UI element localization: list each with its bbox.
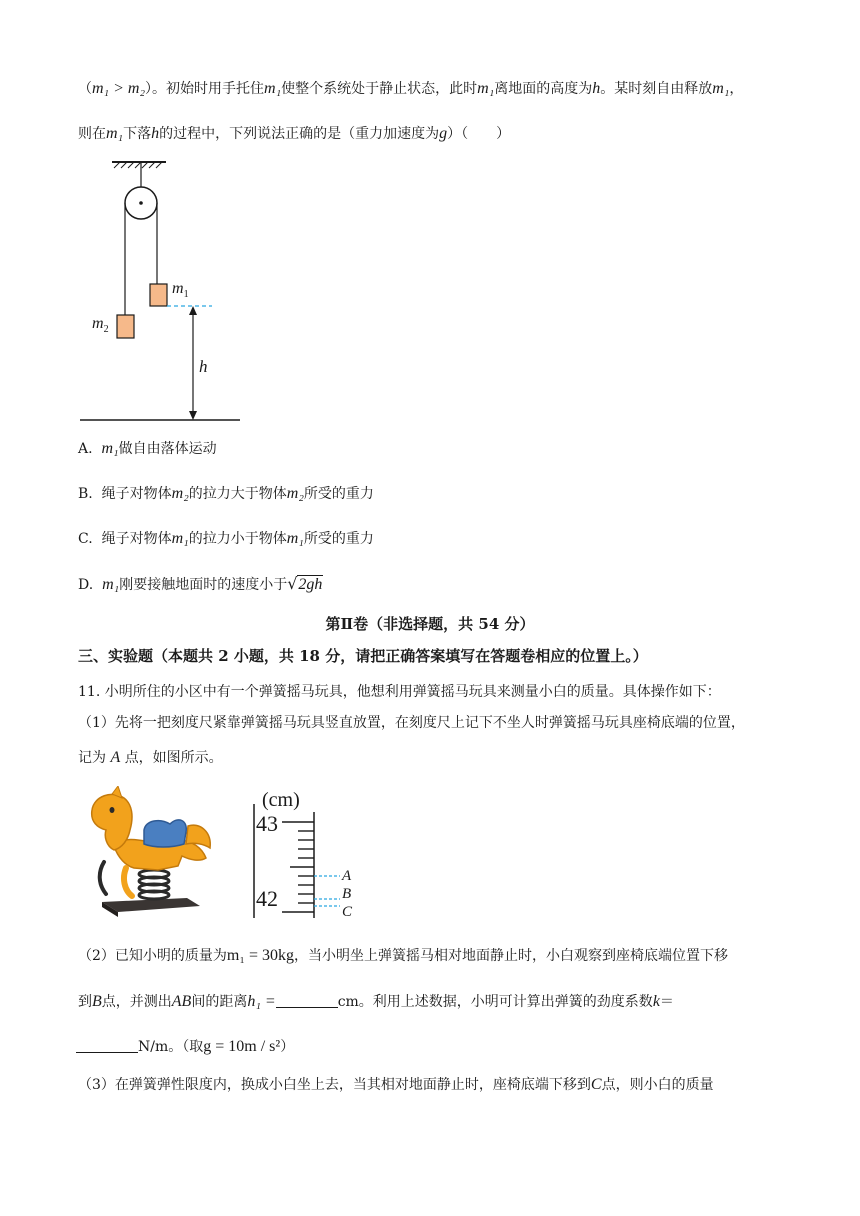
- tick-label-43: 43: [256, 811, 278, 836]
- pulley-center: [139, 201, 143, 205]
- q11-step1-line2: [78, 748, 223, 768]
- marker-a: A: [342, 868, 352, 884]
- step-text: ＝: [659, 994, 674, 1010]
- step-text: 到: [78, 994, 92, 1010]
- var-m1: m₁: [264, 80, 282, 97]
- var-k: k: [652, 993, 660, 1010]
- stem-text: 使整个系统处于静止状态，此时: [281, 81, 478, 97]
- var-m1: m₁: [101, 440, 119, 457]
- point-b: B: [92, 993, 102, 1010]
- section-title: 第Ⅱ卷（非选择题，共 54 分）: [325, 615, 535, 633]
- mass-value: m₁ = 30kg: [226, 947, 294, 964]
- step-text: N/m。（取: [138, 1039, 204, 1055]
- horse-footrest: [124, 868, 132, 896]
- q11-step2-line3: [78, 1037, 294, 1057]
- rocking-horse-image: [82, 786, 222, 920]
- stem-text: 下落: [123, 126, 152, 142]
- step-text: cm。利用上述数据，小明可计算出弹簧的劲度系数: [337, 994, 653, 1010]
- step-text: （2）已知小明的质量为: [78, 948, 227, 964]
- horse-head: [92, 794, 132, 850]
- step-text: （3）在弹簧弹性限度内，换成小白坐上去，当其相对地面静止时，座椅底端下移到: [78, 1077, 591, 1093]
- option-text: 绳子对物体: [101, 531, 172, 547]
- var-h: h: [151, 125, 160, 142]
- q10-stem-line2: [78, 124, 510, 144]
- answer-blank-h1[interactable]: [276, 993, 338, 1008]
- option-text: 所受的重力: [303, 531, 374, 547]
- q11-step3: [78, 1075, 714, 1095]
- answer-blank-k[interactable]: [76, 1038, 138, 1053]
- var-g: g: [439, 125, 448, 142]
- stem-text: 的过程中，下列说法正确的是（重力加速度为: [159, 126, 440, 142]
- horse-eye: [110, 807, 115, 813]
- q11-step2-line2: [78, 992, 674, 1012]
- step-text: 点，则小白的质量: [601, 1077, 714, 1093]
- step-text: 点，如图所示。: [124, 750, 223, 766]
- stem-text: ）。初始时用手托住: [145, 81, 265, 97]
- ruler-unit: (cm): [262, 789, 300, 811]
- label-m2: $m_2$: [92, 315, 109, 335]
- stem-text: ，: [729, 81, 744, 97]
- sqrt-radicand: 2gh: [298, 576, 323, 593]
- arrow-head-up: [189, 306, 197, 315]
- option-b: [78, 484, 374, 504]
- var-m2: m₂: [286, 485, 304, 502]
- option-d: [78, 574, 323, 595]
- block-m1: [150, 284, 167, 306]
- marker-c: C: [342, 904, 353, 920]
- var-m2: m₂: [171, 485, 189, 502]
- block-m2: [117, 315, 134, 338]
- var-m1: m₁: [106, 125, 124, 142]
- segment-ab: AB: [171, 993, 192, 1010]
- var-h: h: [592, 80, 601, 97]
- paren-open: （: [78, 81, 92, 97]
- answer-parentheses: ）（ ）: [447, 126, 511, 142]
- var-m1: m₁: [102, 576, 120, 593]
- arrow-head-down: [189, 411, 197, 420]
- pulley-figure: [70, 150, 260, 430]
- option-text: 刚要接触地面时的速度小于: [119, 577, 288, 593]
- ceiling: [112, 162, 166, 168]
- var-h1: h₁ =: [247, 993, 276, 1010]
- q11-step2-line1: [78, 946, 728, 966]
- part3-title: 三、实验题（本题共 2 小题，共 18 分，请把正确答案填写在答题卷相应的位置上。）: [78, 647, 648, 665]
- step-text: ，当小明坐上弹簧摇马相对地面静止时，小白观察到座椅底端位置下移: [293, 948, 728, 964]
- stem-text: 。某时刻自由释放: [600, 81, 713, 97]
- spring-icon: [139, 870, 169, 899]
- option-letter: B.: [78, 486, 93, 502]
- sqrt-expression: [287, 574, 323, 595]
- label-h: h: [199, 357, 208, 376]
- var-m1: m₁: [286, 530, 304, 547]
- option-letter: A.: [78, 441, 93, 457]
- option-text: 做自由落体运动: [118, 441, 217, 457]
- step-text: 间的距离: [191, 994, 248, 1010]
- marker-b: B: [342, 886, 352, 902]
- label-m1: $m_1$: [172, 280, 189, 300]
- ruler-ticks: [282, 822, 314, 912]
- q11-stem: 11. 小明所住的小区中有一个弹簧摇马玩具，他想利用弹簧摇马玩具来测量小白的质量。具体操作如下：: [78, 684, 721, 700]
- point-a: A: [110, 749, 121, 766]
- gravity-value: g = 10m / s²: [203, 1038, 281, 1055]
- sqrt-sign-icon: √: [287, 574, 298, 593]
- stem-text: 离地面的高度为: [494, 81, 593, 97]
- step-text: 记为: [78, 750, 106, 766]
- var-m1: m₁: [171, 530, 189, 547]
- step-text: 点，并测出: [101, 994, 172, 1010]
- q10-stem-line1: [78, 79, 743, 99]
- option-a: [78, 439, 217, 459]
- var-m1: m₁: [712, 80, 730, 97]
- option-letter: C.: [78, 531, 93, 547]
- horse-handle: [100, 862, 106, 894]
- q11-step1-line1: （1）先将一把刻度尺紧靠弹簧摇马玩具竖直放置，在刻度尺上记下不坐人时弹簧摇马玩具座椅底端的位置，: [78, 715, 745, 731]
- position-markers: [314, 876, 340, 906]
- stem-text: 则在: [78, 126, 106, 142]
- step-text: ）: [280, 1039, 295, 1055]
- mass-condition: m₁ > m₂: [92, 80, 146, 97]
- option-text: 的拉力大于物体: [188, 486, 287, 502]
- ruler-figure: [240, 786, 370, 922]
- option-letter: D.: [78, 577, 94, 593]
- horse-seat: [144, 820, 186, 847]
- var-m1: m₁: [477, 80, 495, 97]
- tick-label-42: 42: [256, 886, 278, 911]
- option-text: 所受的重力: [303, 486, 374, 502]
- option-c: [78, 529, 374, 549]
- option-text: 的拉力小于物体: [188, 531, 287, 547]
- point-c: C: [590, 1076, 602, 1093]
- option-text: 绳子对物体: [101, 486, 172, 502]
